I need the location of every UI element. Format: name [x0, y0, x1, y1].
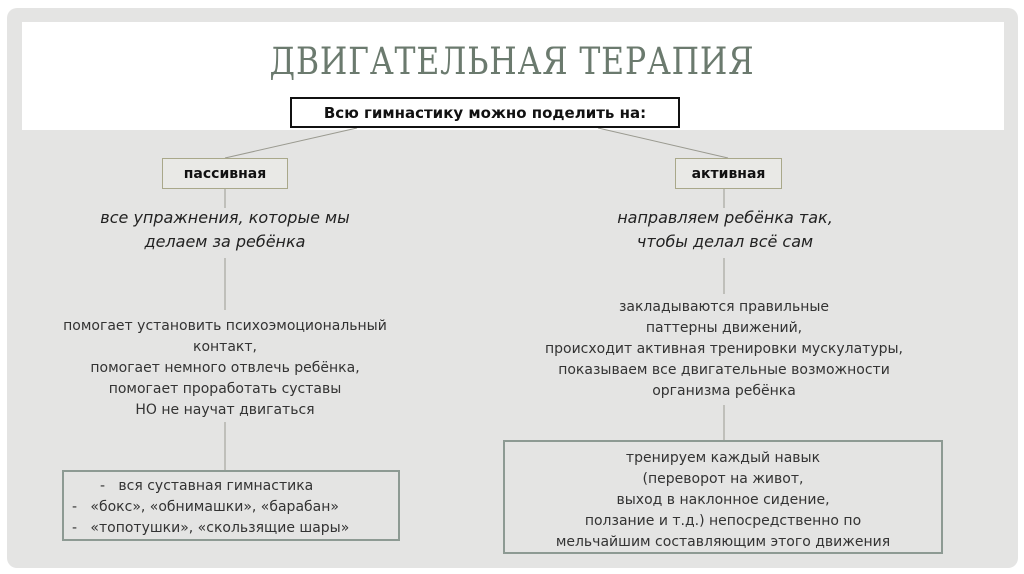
line: тренируем каждый навык: [625, 450, 821, 466]
line: показываем все двигательные возможности: [558, 362, 890, 378]
active-effects: [504, 297, 944, 402]
line: закладываются правильные: [618, 299, 830, 315]
connector-root-passive: [225, 128, 357, 158]
list-item: - «бокс», «обнимашки», «барабан»: [72, 499, 339, 515]
line: (переворот на живот,: [642, 471, 804, 487]
passive-effects: [15, 316, 435, 421]
line: выход в наклонное сидение,: [616, 492, 830, 508]
connector-root-active: [598, 128, 728, 158]
item-text: «топотушки», «скользящие шары»: [90, 520, 350, 536]
active-definition: [540, 206, 910, 254]
line: организма ребёнка: [652, 383, 796, 399]
root-node: Всю гимнастику можно поделить на:: [290, 97, 680, 128]
line: чтобы делал всё сам: [636, 232, 814, 251]
line: делаем за ребёнка: [144, 232, 306, 251]
line: ползание и т.д.) непосредственно по: [584, 513, 862, 529]
line: НО не научат двигаться: [135, 402, 315, 418]
passive-examples-box: [62, 470, 400, 541]
passive-definition: [40, 206, 410, 254]
line: происходит активная тренировки мускулатуры,: [544, 341, 904, 357]
slide-title: ДВИГАТЕЛЬНАЯ ТЕРАПИЯ: [269, 40, 755, 83]
active-node: активная: [675, 158, 782, 189]
line: контакт,: [193, 339, 257, 355]
line: паттерны движений,: [645, 320, 803, 336]
item-text: «бокс», «обнимашки», «барабан»: [90, 499, 339, 515]
line: помогает немного отвлечь ребёнка,: [90, 360, 360, 376]
passive-node: пассивная: [162, 158, 288, 189]
line: помогает проработать суставы: [108, 381, 342, 397]
item-text: вся суставная гимнастика: [118, 478, 314, 494]
list-item: - вся суставная гимнастика: [100, 478, 314, 494]
line: мельчайшим составляющим этого движения: [555, 534, 891, 550]
line: все упражнения, которые мы: [100, 208, 350, 227]
line: направляем ребёнка так,: [617, 208, 833, 227]
line: помогает установить психоэмоциональный: [63, 318, 387, 334]
list-item: - «топотушки», «скользящие шары»: [72, 520, 350, 536]
active-details-box: [503, 440, 943, 554]
